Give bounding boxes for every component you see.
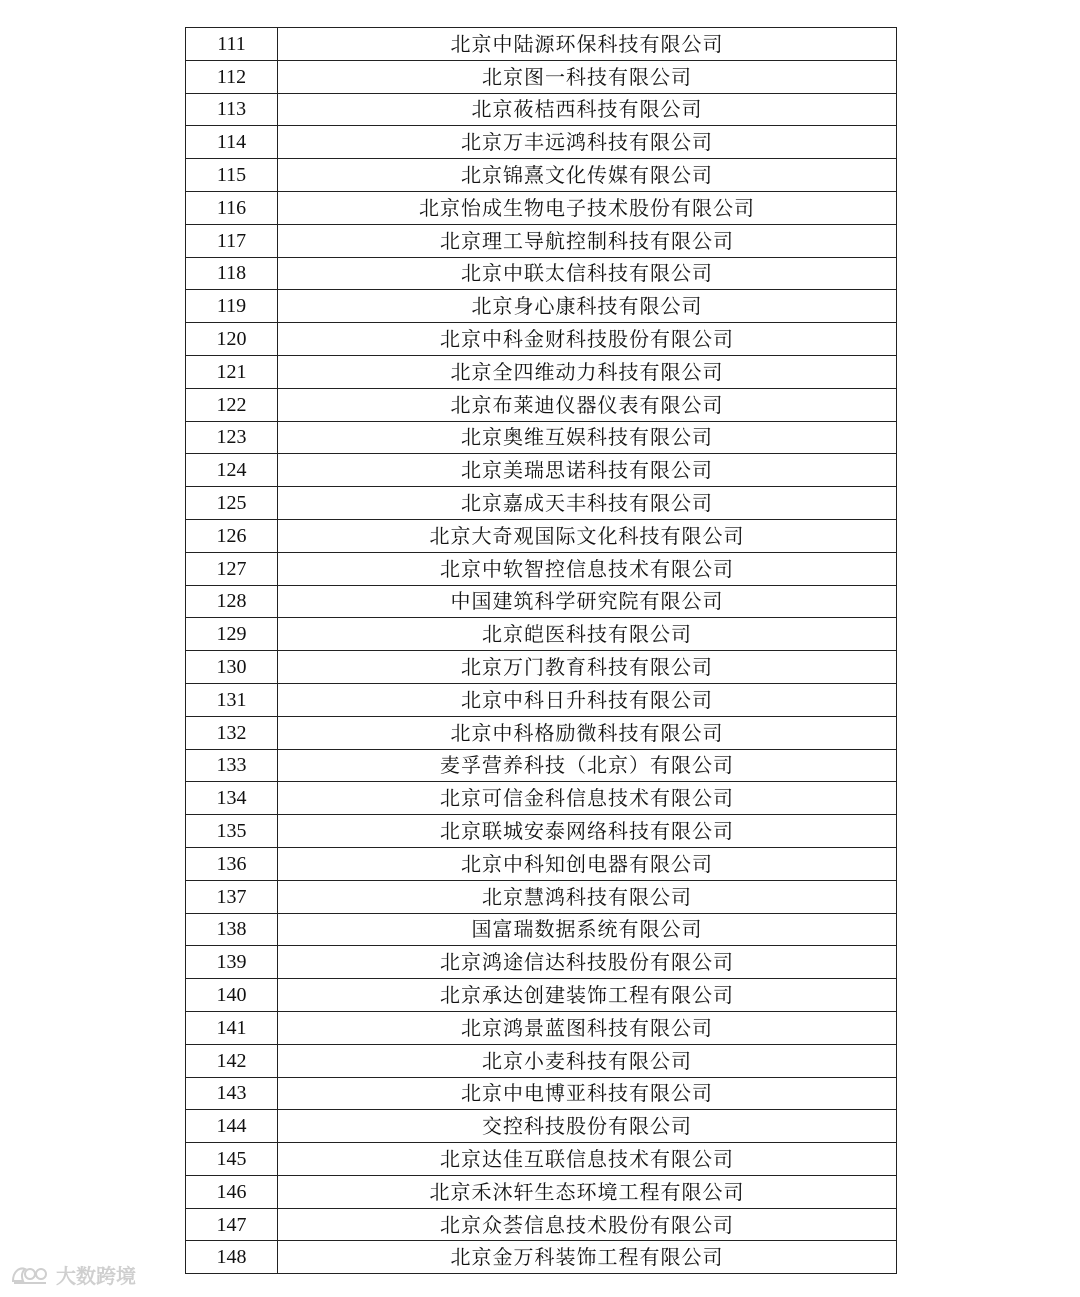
row-number: 143 bbox=[186, 1077, 278, 1110]
company-name: 北京布莱迪仪器仪表有限公司 bbox=[278, 388, 897, 421]
table-row bbox=[186, 749, 897, 782]
row-number: 112 bbox=[186, 60, 278, 93]
company-name: 北京联城安泰网络科技有限公司 bbox=[278, 815, 897, 848]
table-row bbox=[186, 1175, 897, 1208]
company-name: 北京万丰远鸿科技有限公司 bbox=[278, 126, 897, 159]
company-name: 北京中科金财科技股份有限公司 bbox=[278, 323, 897, 356]
company-name: 北京美瑞思诺科技有限公司 bbox=[278, 454, 897, 487]
company-list-table bbox=[185, 27, 897, 1274]
row-number: 148 bbox=[186, 1241, 278, 1274]
company-name: 北京万门教育科技有限公司 bbox=[278, 651, 897, 684]
table-row bbox=[186, 979, 897, 1012]
table-row bbox=[186, 585, 897, 618]
row-number: 120 bbox=[186, 323, 278, 356]
row-number: 117 bbox=[186, 224, 278, 257]
company-name: 北京大奇观国际文化科技有限公司 bbox=[278, 519, 897, 552]
watermark-text: 大数跨境 bbox=[56, 1264, 136, 1288]
company-name: 北京怡成生物电子技术股份有限公司 bbox=[278, 191, 897, 224]
table-row bbox=[186, 1143, 897, 1176]
table-row bbox=[186, 454, 897, 487]
row-number: 134 bbox=[186, 782, 278, 815]
row-number: 136 bbox=[186, 847, 278, 880]
row-number: 147 bbox=[186, 1208, 278, 1241]
row-number: 127 bbox=[186, 552, 278, 585]
company-name: 北京图一科技有限公司 bbox=[278, 60, 897, 93]
row-number: 122 bbox=[186, 388, 278, 421]
company-name: 麦孚营养科技（北京）有限公司 bbox=[278, 749, 897, 782]
row-number: 121 bbox=[186, 355, 278, 388]
table-row bbox=[186, 388, 897, 421]
company-name: 北京鸿景蓝图科技有限公司 bbox=[278, 1011, 897, 1044]
table-row bbox=[186, 880, 897, 913]
row-number: 145 bbox=[186, 1143, 278, 1176]
table-row bbox=[186, 191, 897, 224]
company-name: 北京皑医科技有限公司 bbox=[278, 618, 897, 651]
table-row bbox=[186, 355, 897, 388]
row-number: 114 bbox=[186, 126, 278, 159]
table-row bbox=[186, 618, 897, 651]
table-row bbox=[186, 913, 897, 946]
table-row bbox=[186, 257, 897, 290]
row-number: 131 bbox=[186, 683, 278, 716]
company-name: 北京莜桔西科技有限公司 bbox=[278, 93, 897, 126]
table-row bbox=[186, 60, 897, 93]
row-number: 130 bbox=[186, 651, 278, 684]
row-number: 146 bbox=[186, 1175, 278, 1208]
company-name: 北京中陆源环保科技有限公司 bbox=[278, 28, 897, 61]
row-number: 124 bbox=[186, 454, 278, 487]
company-name: 北京达佳互联信息技术有限公司 bbox=[278, 1143, 897, 1176]
row-number: 132 bbox=[186, 716, 278, 749]
company-name: 北京嘉成天丰科技有限公司 bbox=[278, 487, 897, 520]
table-row bbox=[186, 782, 897, 815]
table-row bbox=[186, 224, 897, 257]
row-number: 135 bbox=[186, 815, 278, 848]
table-row bbox=[186, 323, 897, 356]
row-number: 133 bbox=[186, 749, 278, 782]
table-row bbox=[186, 93, 897, 126]
company-name: 北京中科日升科技有限公司 bbox=[278, 683, 897, 716]
company-name: 北京中科格励微科技有限公司 bbox=[278, 716, 897, 749]
row-number: 138 bbox=[186, 913, 278, 946]
company-name: 北京理工导航控制科技有限公司 bbox=[278, 224, 897, 257]
table-row bbox=[186, 1241, 897, 1274]
company-name: 北京禾沐轩生态环境工程有限公司 bbox=[278, 1175, 897, 1208]
row-number: 115 bbox=[186, 159, 278, 192]
table-row bbox=[186, 552, 897, 585]
company-name: 北京奥维互娱科技有限公司 bbox=[278, 421, 897, 454]
company-name: 北京中科知创电器有限公司 bbox=[278, 847, 897, 880]
table-row bbox=[186, 716, 897, 749]
table-row bbox=[186, 28, 897, 61]
table-row bbox=[186, 290, 897, 323]
table-row bbox=[186, 1011, 897, 1044]
table-row bbox=[186, 847, 897, 880]
table-row bbox=[186, 1077, 897, 1110]
dashu-logo-icon bbox=[10, 1263, 50, 1287]
table-row bbox=[186, 1208, 897, 1241]
company-name: 北京中软智控信息技术有限公司 bbox=[278, 552, 897, 585]
row-number: 118 bbox=[186, 257, 278, 290]
row-number: 139 bbox=[186, 946, 278, 979]
company-name: 国富瑞数据系统有限公司 bbox=[278, 913, 897, 946]
company-name: 北京中联太信科技有限公司 bbox=[278, 257, 897, 290]
row-number: 140 bbox=[186, 979, 278, 1012]
table-row bbox=[186, 946, 897, 979]
row-number: 128 bbox=[186, 585, 278, 618]
table-row bbox=[186, 519, 897, 552]
company-name: 北京身心康科技有限公司 bbox=[278, 290, 897, 323]
company-name: 北京众荟信息技术股份有限公司 bbox=[278, 1208, 897, 1241]
table-row bbox=[186, 1110, 897, 1143]
company-name: 北京金万科装饰工程有限公司 bbox=[278, 1241, 897, 1274]
company-name: 北京承达创建装饰工程有限公司 bbox=[278, 979, 897, 1012]
row-number: 113 bbox=[186, 93, 278, 126]
table-row bbox=[186, 487, 897, 520]
row-number: 111 bbox=[186, 28, 278, 61]
company-name: 北京鸿途信达科技股份有限公司 bbox=[278, 946, 897, 979]
watermark bbox=[10, 1260, 136, 1289]
table-row bbox=[186, 815, 897, 848]
row-number: 126 bbox=[186, 519, 278, 552]
row-number: 125 bbox=[186, 487, 278, 520]
row-number: 119 bbox=[186, 290, 278, 323]
company-name: 北京小麦科技有限公司 bbox=[278, 1044, 897, 1077]
row-number: 116 bbox=[186, 191, 278, 224]
table-row bbox=[186, 683, 897, 716]
row-number: 144 bbox=[186, 1110, 278, 1143]
row-number: 142 bbox=[186, 1044, 278, 1077]
company-name: 中国建筑科学研究院有限公司 bbox=[278, 585, 897, 618]
table-row bbox=[186, 651, 897, 684]
table-row bbox=[186, 159, 897, 192]
company-name: 北京可信金科信息技术有限公司 bbox=[278, 782, 897, 815]
row-number: 129 bbox=[186, 618, 278, 651]
company-name: 北京中电博亚科技有限公司 bbox=[278, 1077, 897, 1110]
row-number: 141 bbox=[186, 1011, 278, 1044]
row-number: 123 bbox=[186, 421, 278, 454]
company-list-body bbox=[186, 28, 897, 1274]
company-name: 北京慧鸿科技有限公司 bbox=[278, 880, 897, 913]
company-name: 北京锦熹文化传媒有限公司 bbox=[278, 159, 897, 192]
table-row bbox=[186, 1044, 897, 1077]
table-row bbox=[186, 126, 897, 159]
table-row bbox=[186, 421, 897, 454]
company-name: 北京全四维动力科技有限公司 bbox=[278, 355, 897, 388]
company-name: 交控科技股份有限公司 bbox=[278, 1110, 897, 1143]
row-number: 137 bbox=[186, 880, 278, 913]
